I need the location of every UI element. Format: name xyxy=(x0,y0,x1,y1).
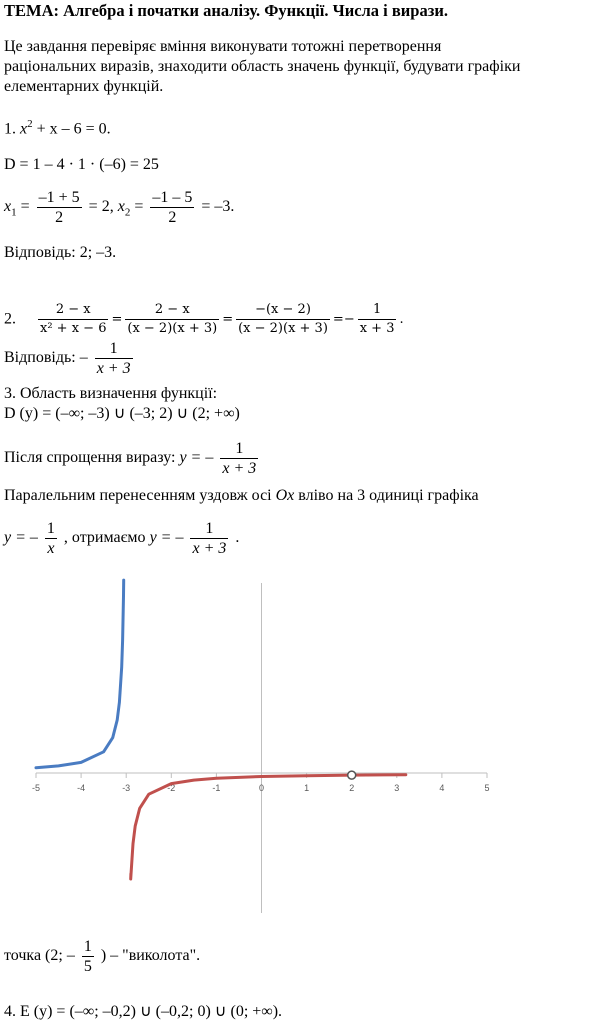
x-tick-label: 3 xyxy=(394,783,400,793)
task3-shift-text: Паралельним перенесенням уздовж осі Ox вліво на 3 одиниці графіка xyxy=(4,487,479,504)
x-tick-label: 1 xyxy=(304,783,310,793)
x-tick-label: 2 xyxy=(349,783,355,793)
task3-point: точка (2; – $\frac{1}{5}$ ) – "виколота". xyxy=(4,938,201,975)
x-tick-label: 4 xyxy=(439,783,445,793)
x-tick-label: 5 xyxy=(484,783,490,793)
x1-fraction: $\frac{-1 + 5}{2}$ xyxy=(38,189,80,226)
x-tick-label: -3 xyxy=(122,783,131,793)
task2-answer: Відповідь: – $\frac{1}{x + 3}$ xyxy=(4,340,131,377)
task2-fraction-3: $\frac{-(x - 2)}{(x - 2)(x + 3)}$ xyxy=(238,302,328,336)
task3-domain: D (y) = (–∞; –3) ∪ (–3; 2) ∪ (2; +∞) xyxy=(4,405,240,422)
task1-equation: 1. $x^2 + x - 6 = 0$. xyxy=(4,118,111,138)
task2-fraction-2: $\frac{2 - x}{(x - 2)(x + 3)}$ xyxy=(127,302,218,336)
x-tick-label: -5 xyxy=(31,783,41,793)
task4-range: 4. E (y) = (–∞; –0,2) ∪ (–0,2; 0) ∪ (0; +∞). xyxy=(4,1003,283,1020)
left-function-fraction: $\frac{1}{x}$ xyxy=(46,520,55,557)
task1-discriminant: D = 1 – 4 · 1 · (–6) = 25 xyxy=(4,156,159,173)
task3-simplify: Після спрощення виразу: y = – $\frac{1}{x + 3}$ xyxy=(4,440,257,477)
task1-answer: Відповідь: 2; –3. xyxy=(4,244,117,261)
task2-expression: 2. $\frac{2 - x}{\text{x² + x − 6}}$ = $\frac{2 - x}{(x - 2)(x + 3)}$ = $\frac{-(x - 2)}{(x - 2)(x + 3)}$ =− $\frac{1}{x + 3}$ . xyxy=(4,302,404,336)
intro-line-1: Це завдання перевіряє вміння виконувати тотожні перетворення xyxy=(4,38,442,55)
simplify-fraction: $\frac{1}{x + 3}$ xyxy=(222,440,257,477)
x-tick-label: 0 xyxy=(258,783,265,793)
series-line-1 xyxy=(36,580,124,768)
task1-roots: $x_1$ = $\frac{-1 + 5}{2}$ = 2, $x_2$ = $\frac{-1 - 5}{2}$ = –3. xyxy=(4,189,235,226)
task3-title: 3. Область визначення функції: xyxy=(4,385,218,402)
x-tick-label: -1 xyxy=(212,783,221,793)
task2-fraction-1: $\frac{2 - x}{\text{x² + x − 6}}$ xyxy=(40,302,107,336)
x-tick-label: -4 xyxy=(77,783,86,793)
page-title: ТЕМА: Алгебра і початки аналізу. Функції. Числа і вирази. xyxy=(4,1,448,20)
x2-fraction: $\frac{-1 - 5}{2}$ xyxy=(152,189,193,226)
point-fraction: $\frac{1}{5}$ xyxy=(83,938,92,975)
intro-line-2: раціональних виразів, знаходити область значень функції, будувати графіки xyxy=(4,58,521,75)
task2-fraction-4: $\frac{1}{x + 3}$ xyxy=(359,302,395,336)
task3-functions: y = – $\frac{1}{x}$ , отримаємо y = – $\frac{1}{x + 3}$ . xyxy=(4,520,240,557)
x-tick-label: -2 xyxy=(167,783,176,793)
intro-line-3: елементарних функцій. xyxy=(4,78,164,95)
hollow-point xyxy=(348,771,356,779)
task2-answer-fraction: $\frac{1}{x + 3}$ xyxy=(96,340,131,377)
right-function-fraction: $\frac{1}{x + 3}$ xyxy=(192,520,227,557)
function-graph xyxy=(0,578,600,928)
